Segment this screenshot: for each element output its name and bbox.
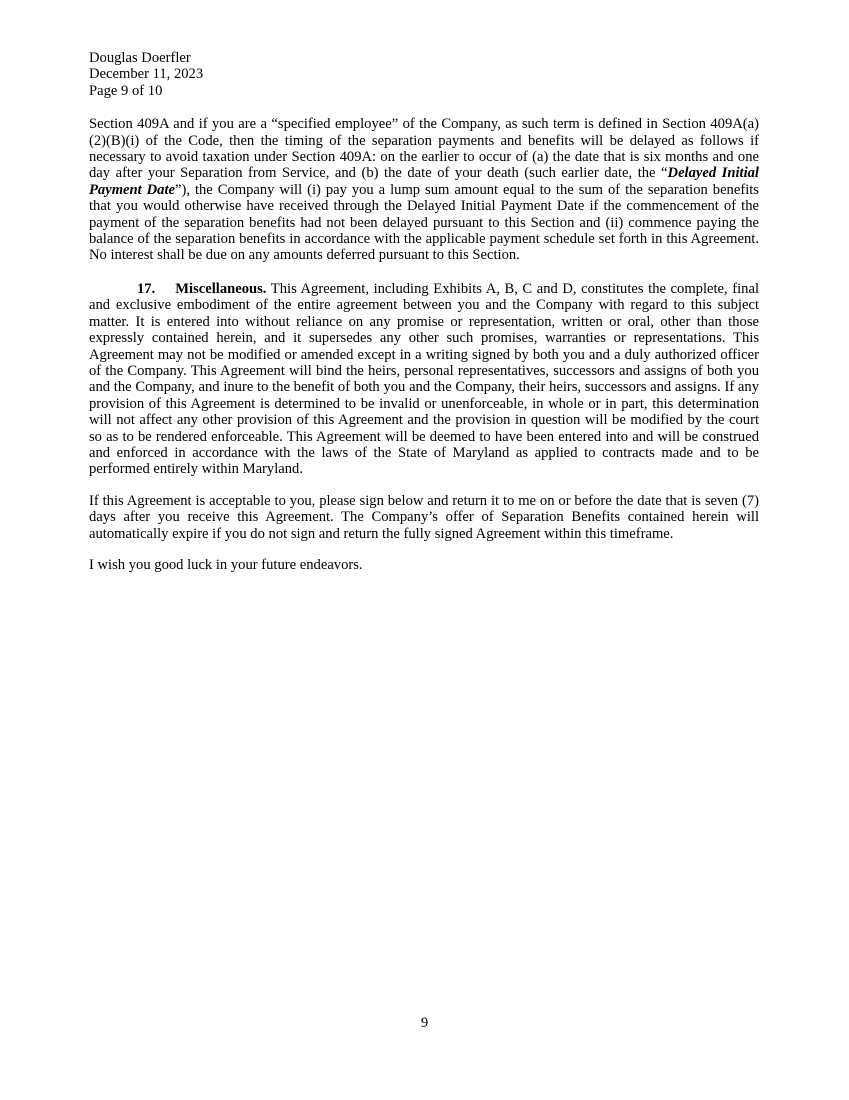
section-17-paragraph	[89, 281, 759, 478]
section-title: Miscellaneous.	[175, 280, 267, 297]
letter-header	[89, 50, 759, 99]
section-number: 17.	[137, 280, 156, 297]
acceptance-paragraph: If this Agreement is acceptable to you, please sign below and return it to me on or before the date that is seven (7) days after you receive this Agreement. The Company’s offer of Separation Benefits contained herein will automatically expire if you do not sign and return the fully signed Agreement within this timeframe.	[89, 492, 759, 542]
closing-paragraph: I wish you good luck in your future endeavors.	[89, 556, 363, 573]
section-409a-paragraph	[89, 116, 759, 264]
section-17-body: This Agreement, including Exhibits A, B, C and D, constitutes the complete, final and exclusive embodiment of the entire agreement between you and the Company with regard to this subject matter. It is entered into without reliance on any promise or representation, written or oral, other than those expressly contained herein, and it supersedes any other such promises, warranties or representations. This Agreement may not be modified or amended except in a writing signed by both you and a duly authorized officer of the Company. This Agreement will bind the heirs, personal representatives, successors and assigns of both you and the Company, and inure to the benefit of both you and the Company, their heirs, successors and assigns. If any provision of this Agreement is determined to be invalid or unenforceable, in whole or in part, this determination will not affect any other provision of this Agreement and the provision in question will be modified by the court so as to be rendered enforceable. This Agreement will be deemed to have been entered into and will be construed and enforced in accordance with the laws of the State of Maryland as applied to contracts made and to be performed entirely within Maryland.	[89, 280, 760, 478]
page-label: Page 9 of 10	[89, 82, 163, 99]
letter-date: December 11, 2023	[89, 66, 204, 83]
recipient-name: Douglas Doerfler	[89, 50, 191, 66]
defined-term: Delayed Initial Payment Date	[89, 165, 759, 198]
document-page	[89, 50, 759, 573]
page-number: 9	[420, 1015, 429, 1031]
section-409a-text-after: ”), the Company will (i) pay you a lump sum amount equal to the sum of the separation benefits that you would otherwise have received through the Delayed Initial Payment Date if the commencement of the payment of the separation benefits had not been delayed pursuant to this Section and (ii) commence paying the balance of the separation benefits in accordance with the applicable payment schedule set forth in this Agreement. No interest shall be due on any amounts deferred pursuant to this Section.	[89, 181, 759, 264]
section-409a-text-before: Section 409A and if you are a “specified employee” of the Company, as such term is defined in Section 409A(a)(2)(B)(i) of the Code, then the timing of the separation payments and benefits will be delayed as follows if necessary to avoid taxation under Section 409A: on the earlier to occur of (a) the date that is six months and one day after your Separation from Service, and (b) the date of your death (such earlier date, the “	[89, 116, 759, 182]
